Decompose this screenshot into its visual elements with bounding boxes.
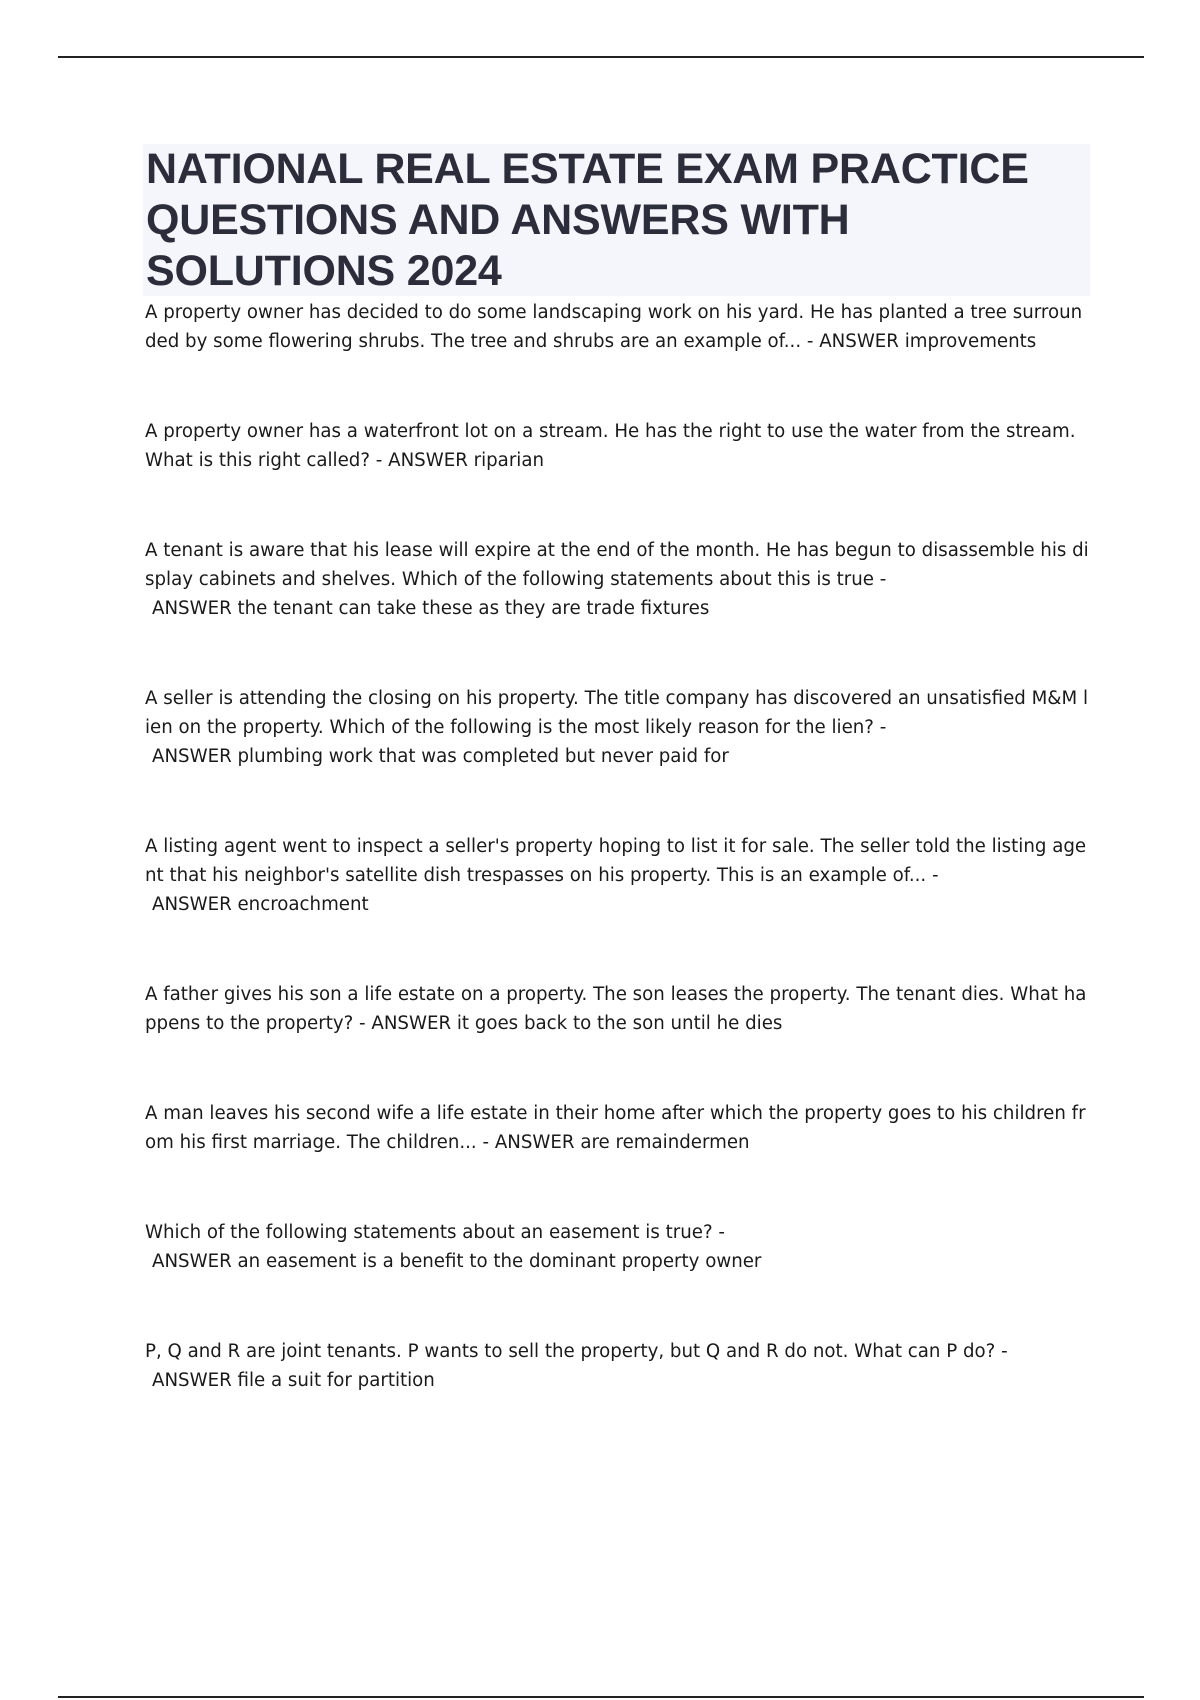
top-rule	[58, 56, 1144, 58]
qa-item	[145, 298, 1090, 356]
question-text: A property owner has a waterfront lot on a stream. He has the right to use the water from the stream. What is this right called? -	[145, 421, 1076, 471]
qa-item	[145, 1218, 1090, 1276]
question-text: A father gives his son a life estate on a property. The son leases the property. The tenant dies. What happens to the property? -	[145, 984, 1087, 1034]
answer-text: ANSWER file a suit for partition	[152, 1370, 435, 1391]
qa-list	[145, 298, 1090, 1395]
title-block	[143, 144, 1090, 296]
answer-text: ANSWER an easement is a benefit to the dominant property owner	[152, 1251, 762, 1272]
answer-text: ANSWER are remaindermen	[494, 1132, 750, 1153]
answer-text: ANSWER plumbing work that was completed but never paid for	[152, 746, 729, 767]
qa-item	[145, 536, 1090, 623]
answer-text: ANSWER the tenant can take these as they are trade fixtures	[152, 598, 710, 619]
question-text: P, Q and R are joint tenants. P wants to sell the property, but Q and R do not. What can P do? -	[145, 1341, 1008, 1362]
page-title: NATIONAL REAL ESTATE EXAM PRACTICE QUESTIONS AND ANSWERS WITH SOLUTIONS 2024	[146, 145, 1029, 295]
answer-text: ANSWER it goes back to the son until he dies	[371, 1013, 783, 1034]
qa-item	[145, 417, 1090, 475]
question-text: A listing agent went to inspect a seller's property hoping to list it for sale. The seller told the listing agent that his neighbor's satellite dish trespasses on his property. This is an example of... -	[145, 836, 1087, 886]
question-text: Which of the following statements about an easement is true? -	[145, 1222, 725, 1243]
qa-item	[145, 684, 1090, 771]
qa-item	[145, 1099, 1090, 1157]
question-text: A seller is attending the closing on his property. The title company has discovered an unsatisfied M&M lien on the property. Which of the following is the most likely reason for the lien? -	[145, 688, 1089, 738]
bottom-rule	[58, 1696, 1144, 1698]
qa-item	[145, 832, 1090, 919]
answer-text: ANSWER encroachment	[152, 894, 369, 915]
qa-item	[145, 980, 1090, 1038]
answer-text: ANSWER riparian	[388, 450, 545, 471]
qa-item	[145, 1337, 1090, 1395]
question-text: A property owner has decided to do some landscaping work on his yard. He has planted a tree surrounded by some flowering shrubs. The tree and shrubs are an example of... -	[145, 302, 1083, 352]
question-text: A man leaves his second wife a life estate in their home after which the property goes to his children from his first marriage. The children... -	[145, 1103, 1086, 1153]
answer-text: ANSWER improvements	[819, 331, 1037, 352]
question-text: A tenant is aware that his lease will expire at the end of the month. He has begun to disassemble his display cabinets and shelves. Which of the following statements about this is true -	[145, 540, 1089, 590]
